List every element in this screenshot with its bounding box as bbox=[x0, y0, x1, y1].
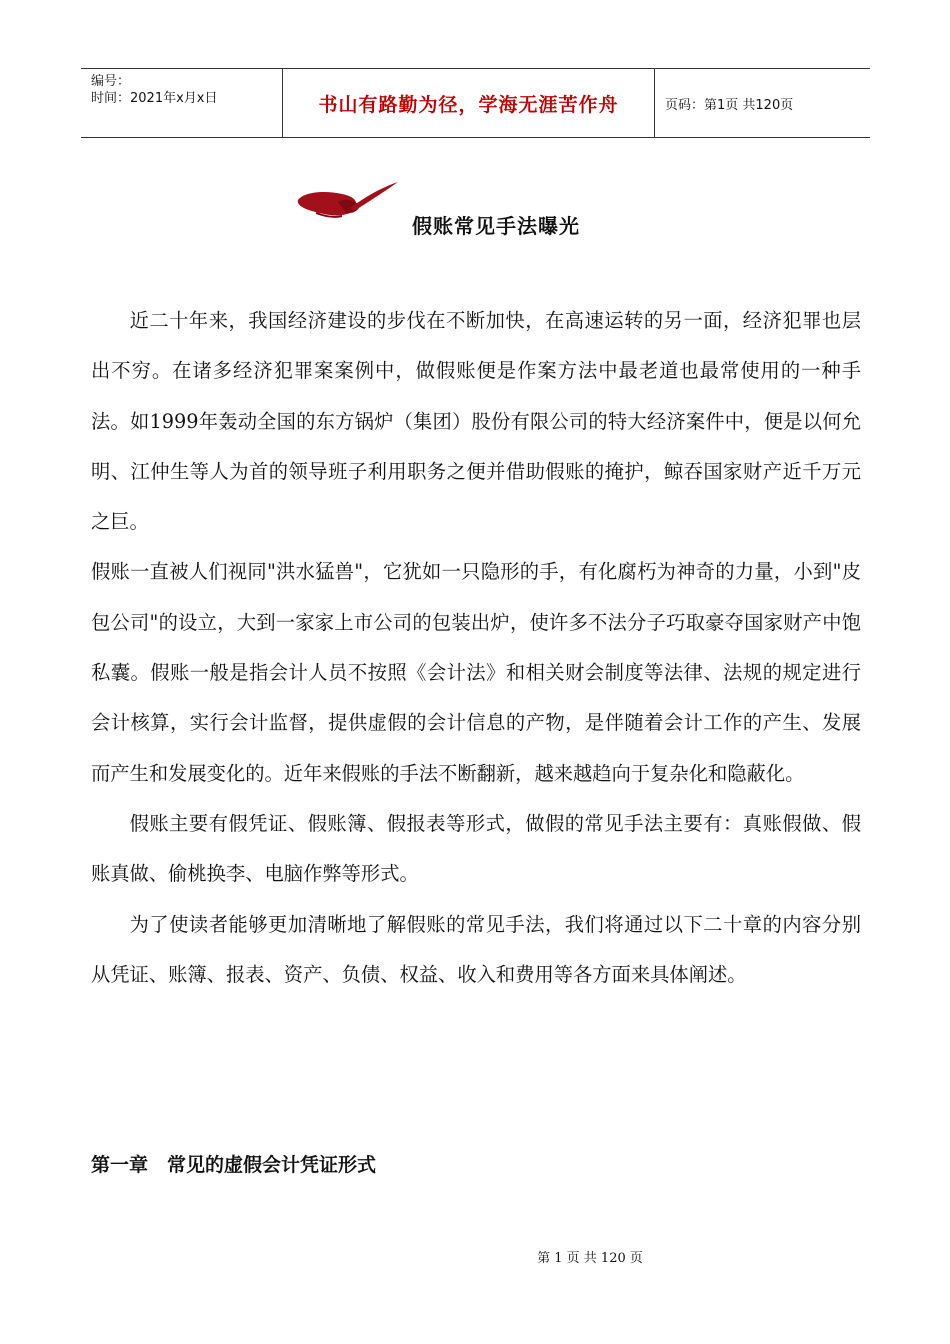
paragraph-1: 近二十年来，我国经济建设的步伐在不断加快，在高速运转的另一面，经济犯罪也层出不穷。在诸多经济犯罪案案例中，做假账便是作案方法中最老道也最常使用的一种手法。如1999年轰动全国的东方锅炉（集团）股份有限公司的特大经济案件中，便是以何允明、江仲生等人为首的领导班子利用职务之便并借助假账的掩护，鲸吞国家财产近千万元之巨。 bbox=[91, 309, 861, 534]
page-footer bbox=[0, 1247, 950, 1266]
page-header bbox=[81, 68, 870, 138]
document-body bbox=[91, 296, 861, 1000]
header-number-label: 编号： bbox=[91, 74, 131, 89]
header-page-info: 页码：第1页 共120页 bbox=[665, 97, 794, 113]
chapter-heading: 第一章 常见的虚假会计凭证形式 bbox=[91, 1154, 377, 1176]
red-brush-logo-icon bbox=[294, 180, 402, 222]
header-motto: 书山有路勤为径，学海无涯苦作舟 bbox=[283, 69, 655, 137]
paragraph-3: 假账主要有假凭证、假账簿、假报表等形式，做假的常见手法主要有：真账假做、假账真做、偷桃换李、电脑作弊等形式。 bbox=[91, 811, 861, 886]
document-title: 假账常见手法曝光 bbox=[412, 214, 580, 238]
paragraph-2: 假账一直被人们视同"洪水猛兽"，它犹如一只隐形的手，有化腐朽为神奇的力量，小到"皮包公司"的设立，大到一家家上市公司的包装出炉，使许多不法分子巧取豪夺国家财产中饱私囊。假账一般是指会计人员不按照《会计法》和相关财会制度等法律、法规的规定进行会计核算，实行会计监督，提供虚假的会计信息的产物，是伴随着会计工作的产生、发展而产生和发展变化的。近年来假账的手法不断翻新，越来越趋向于复杂化和隐蔽化。 bbox=[91, 560, 861, 785]
header-left-cell bbox=[81, 69, 283, 137]
header-time-label: 时间：2021年x月x日 bbox=[91, 91, 218, 106]
footer-page-number: 第 1 页 共 120 页 bbox=[537, 1251, 643, 1266]
paragraph-4: 为了使读者能够更加清晰地了解假账的常见手法，我们将通过以下二十章的内容分别从凭证、账簿、报表、资产、负债、权益、收入和费用等各方面来具体阐述。 bbox=[91, 912, 861, 986]
